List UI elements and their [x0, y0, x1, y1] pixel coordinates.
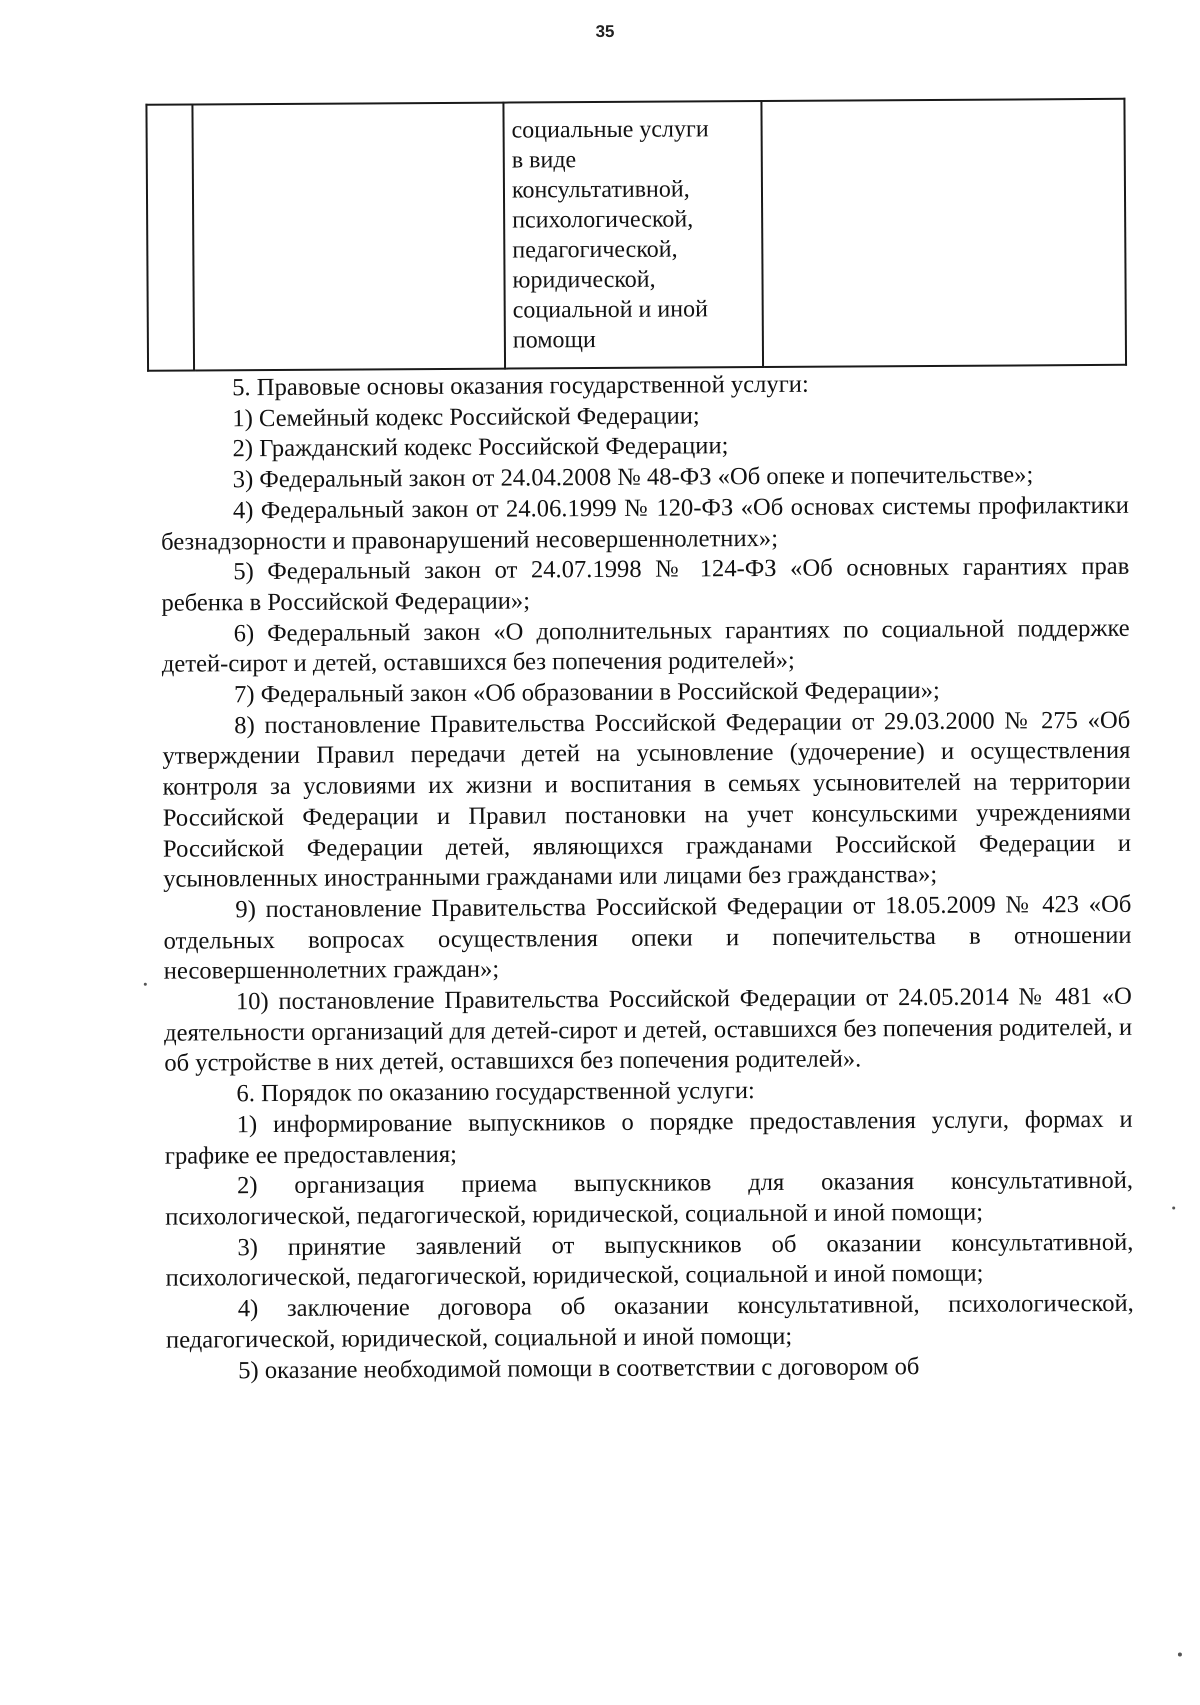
table-cell	[192, 103, 505, 371]
table-cell	[146, 104, 194, 370]
list-item: 6) Федеральный закон «О дополнительных гарантиях по социальной поддержке детей-сирот и детей, оставшихся без попечения родителей»;	[161, 614, 1130, 679]
list-item: 10) постановление Правительства Российской Федерации от 24.05.2014 № 481 «О деятельности организаций для детей-сирот и детей, оставшихся без попечения родителей, и об устройстве в них детей, оставшихся без попечения родителей».	[164, 982, 1133, 1078]
table-row	[146, 99, 1126, 371]
section-heading: 5. Правовые основы оказания государственной услуги:	[232, 370, 809, 402]
list-item: 2) Гражданский кодекс Российской Федерации;	[232, 432, 729, 463]
scan-speck	[144, 983, 147, 986]
scan-speck	[1172, 1206, 1175, 1209]
section-heading: 6. Порядок по оказанию государственной услуги:	[236, 1077, 755, 1108]
list-item: 3) Федеральный закон от 24.04.2008 № 48-ФЗ «Об опеке и попечительстве»;	[232, 461, 1034, 494]
table-cell-services	[503, 101, 763, 369]
list-item: 5) Федеральный закон от 24.07.1998 № 124-ФЗ «Об основных гарантиях прав ребенка в Российской Федерации»;	[161, 552, 1130, 617]
list-item: 1) информирование выпускников о порядке предоставления услуги, формах и графике ее предоставления;	[164, 1105, 1133, 1170]
list-item: 3) принятие заявлений от выпускников об оказании консультативной, психологической, педагогической, юридической, социальной и иной помощи;	[165, 1228, 1134, 1293]
list-item: 4) Федеральный закон от 24.06.1999 № 120-ФЗ «Об основах системы профилактики безнадзорности и правонарушений несовершеннолетних»;	[161, 491, 1129, 556]
list-item: 9) постановление Правительства Российской Федерации от 18.05.2009 № 423 «Об отдельных вопросах осуществления опеки и попечительства в отношении несовершеннолетних граждан»;	[163, 890, 1132, 986]
page-number: 35	[595, 21, 615, 42]
list-item: 8) постановление Правительства Российской Федерации от 29.03.2000 № 275 «Об утверждении Правил передачи детей на усыновление (удочерение) и осуществления контроля за условиями их жизни и воспитания в семьях усыновителей на территории Российской Федерации и Правил постановки на учет консульскими учреждениями Российской Федерации детей, являющихся гражданами Российской Федерации и усыновленных иностранными гражданами или лицами без гражданства»;	[162, 706, 1132, 893]
scan-speck	[1178, 1652, 1182, 1656]
table-cell-text: социальные услуги в виде консультативной, психологической, педагогической, юридической, социальной и иной помощи	[511, 116, 709, 354]
list-item: 1) Семейный кодекс Российской Федерации;	[232, 402, 700, 432]
list-item: 7) Федеральный закон «Об образовании в Российской Федерации»;	[233, 676, 940, 709]
table-cell	[761, 99, 1126, 367]
list-item: 4) заключение договора об оказании консультативной, психологической, педагогической, юридической, социальной и иной помощи;	[165, 1289, 1134, 1354]
list-item: 5) оказание необходимой помощи в соответствии с договором об	[238, 1352, 920, 1384]
list-item: 2) организация приема выпускников для оказания консультативной, психологической, педагогической, юридической, социальной и иной помощи;	[165, 1167, 1134, 1231]
table-fragment	[145, 98, 1127, 372]
document-body	[160, 368, 1134, 1387]
